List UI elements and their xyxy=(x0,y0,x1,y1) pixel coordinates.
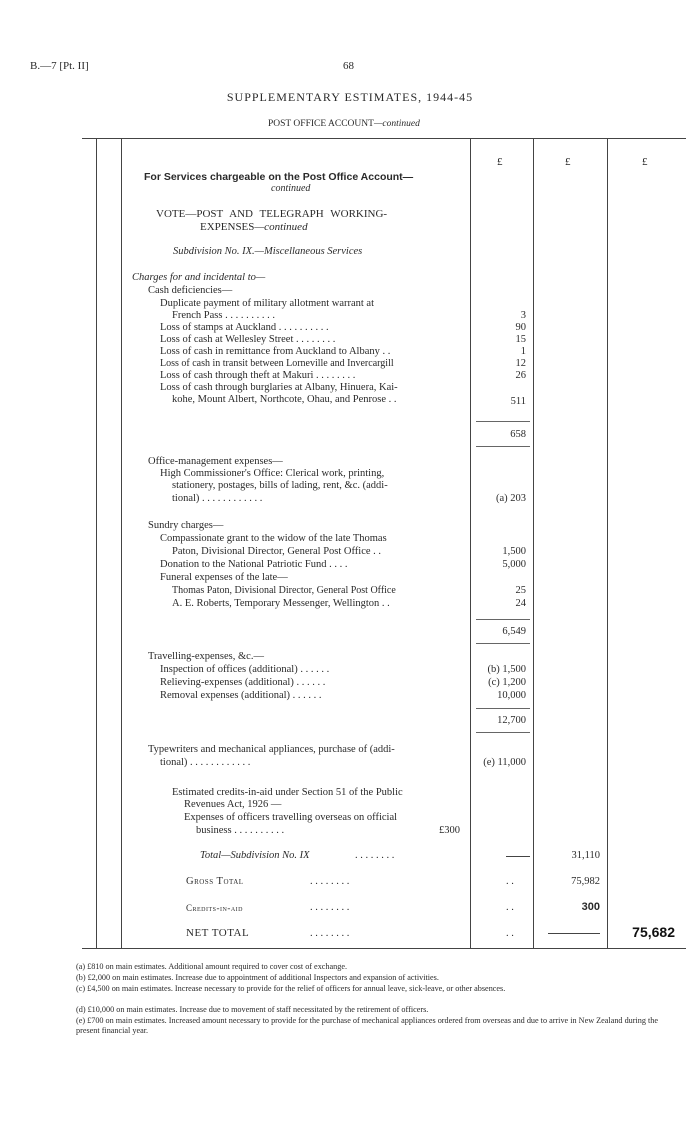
travelling-item-value: (b) 1,500 xyxy=(487,664,526,675)
subtotal-rule xyxy=(476,732,530,733)
office-management-label-cont: tional) . . . . . . . . . . . . xyxy=(172,493,263,504)
footnote: (c) £4,500 on main estimates. Increase necessary to provide for the relief of officers for annual leave, sick-leave, or other absences. xyxy=(76,984,506,993)
gross-total-value: 75,982 xyxy=(571,876,600,887)
page-title: SUPPLEMENTARY ESTIMATES, 1944-45 xyxy=(226,90,474,104)
net-total-value: 75,682 xyxy=(632,924,675,940)
sundry-grant-value: 1,500 xyxy=(502,546,526,557)
office-management-label: High Commissioner's Office: Clerical work, printing, xyxy=(160,468,385,479)
funeral-roberts-label: A. E. Roberts, Temporary Messenger, Wellington . . xyxy=(172,598,390,609)
table-top-rule xyxy=(82,138,686,139)
charge-item-label: Loss of cash at Wellesley Street . . . . . . . . xyxy=(160,334,336,345)
table-left-rule xyxy=(96,138,97,948)
charge-item-label: Loss of cash through burglaries at Albany, Hinuera, Kai- xyxy=(160,382,398,393)
vote-title: VOTE—POST AND TELEGRAPH WORKING- xyxy=(156,208,388,220)
charge-item-value: 511 xyxy=(510,396,526,407)
credits-note-line: Revenues Act, 1926 — xyxy=(184,799,282,810)
sundry-charges-heading: Sundry charges— xyxy=(148,520,224,531)
funeral-paton-label: Thomas Paton, Divisional Director, General Post Office xyxy=(172,585,396,596)
typewriters-label: Typewriters and mechanical appliances, purchase of (addi- xyxy=(148,744,395,755)
charge-item-label: Loss of cash through theft at Makuri . . . . . . . . xyxy=(160,370,356,381)
office-management-label-cont: stationery, postages, bills of lading, rent, &c. (addi- xyxy=(172,480,388,491)
charge-item-label: Loss of cash in remittance from Auckland to Albany . . xyxy=(160,346,391,357)
charge-item-value: 26 xyxy=(515,370,526,381)
credits-note-line: business . . . . . . . . . . xyxy=(196,825,285,836)
page-subtitle xyxy=(268,119,420,129)
funeral-roberts-value: 24 xyxy=(515,598,526,609)
page-number: 68 xyxy=(343,60,354,72)
document-reference: B.—7 [Pt. II] xyxy=(30,60,89,72)
vote-expenses: EXPENSES xyxy=(200,221,255,233)
travelling-item-value: 10,000 xyxy=(497,690,526,701)
leader-dots: . . . . . . . . xyxy=(355,850,395,861)
charge-item-value: 90 xyxy=(515,322,526,333)
column2-header: £ xyxy=(565,156,571,168)
leader-dots: . . . . . . . . xyxy=(310,902,350,913)
charge-item-label-cont: French Pass . . . . . . . . . . xyxy=(172,310,275,321)
travelling-heading: Travelling-expenses, &c.— xyxy=(148,651,264,662)
leader-dots: . . xyxy=(506,928,514,939)
vote-continued: —continued xyxy=(254,221,308,233)
subtotal-rule xyxy=(476,446,530,447)
leader-dots: . . xyxy=(506,902,514,913)
charge-item-label: Duplicate payment of military allotment warrant at xyxy=(160,298,375,309)
column1-rule xyxy=(470,138,471,948)
net-total-label: NET TOTAL xyxy=(186,927,250,939)
table-inner-rule xyxy=(121,138,122,948)
services-heading-continued: continued xyxy=(271,183,311,194)
footnote: (e) £700 on main estimates. Increased amount necessary to provide for the purchase of mechanical appliances ordered from overseas and due to arrive in New Zealand during the present financial year. xyxy=(76,1016,658,1035)
subdivision-total-label: Total—Subdivision No. IX xyxy=(200,850,310,861)
leader-dots: . . . . . . . . xyxy=(310,928,350,939)
subdivision-total-value: 31,110 xyxy=(571,850,600,861)
services-heading: For Services chargeable on the Post Office Account— xyxy=(144,171,414,183)
charge-item-value: 15 xyxy=(515,334,526,345)
column3-header: £ xyxy=(642,156,648,168)
dash-rule xyxy=(506,856,530,857)
credits-note-line: Expenses of officers travelling overseas on official xyxy=(184,812,398,823)
credits-in-aid-label: Credits-in-aid xyxy=(186,903,243,913)
subtotal-rule xyxy=(476,643,530,644)
subtotal-rule xyxy=(476,708,530,709)
charge-item-value: 12 xyxy=(515,358,526,369)
charge-item-value: 1 xyxy=(520,346,526,357)
gross-total-label: Gross Total xyxy=(186,876,244,887)
column3-rule xyxy=(607,138,608,948)
sundry-grant-label: Compassionate grant to the widow of the late Thomas xyxy=(160,533,387,544)
charge-item-label-cont: kohe, Mount Albert, Northcote, Ohau, and Penrose . . xyxy=(172,394,397,405)
dash-rule xyxy=(548,933,600,934)
subtitle-main: POST OFFICE ACCOUNT xyxy=(268,119,374,129)
column1-header: £ xyxy=(497,156,503,168)
credits-note-line: Estimated credits-in-aid under Section 51 of the Public xyxy=(172,787,403,798)
cash-deficiencies-total: 658 xyxy=(510,429,526,440)
sundry-total: 6,549 xyxy=(502,626,526,637)
leader-dots: . . . . . . . . xyxy=(310,876,350,887)
travelling-item-label: Relieving-expenses (additional) . . . . . . xyxy=(160,677,326,688)
subtitle-continued: —continued xyxy=(373,119,420,129)
travelling-item-label: Inspection of offices (additional) . . . . . . xyxy=(160,664,330,675)
vote-title-line2 xyxy=(200,221,308,233)
subtotal-rule xyxy=(476,619,530,620)
charge-item-label: Loss of cash in transit between Lorneville and Invercargill xyxy=(160,358,394,369)
charge-item-value: 3 xyxy=(520,310,526,321)
funeral-expenses-heading: Funeral expenses of the late— xyxy=(160,572,288,583)
funeral-paton-value: 25 xyxy=(515,585,526,596)
travelling-total: 12,700 xyxy=(497,715,526,726)
footnote: (b) £2,000 on main estimates. Increase due to appointment of additional Inspectors and expansion of activities. xyxy=(76,973,439,982)
credits-note-amount: £300 xyxy=(439,825,460,836)
column2-rule xyxy=(533,138,534,948)
travelling-item-value: (c) 1,200 xyxy=(488,677,526,688)
footnote: (d) £10,000 on main estimates. Increase due to movement of staff necessitated by the retirement of officers. xyxy=(76,1005,429,1014)
charge-item-label: Loss of stamps at Auckland . . . . . . . . . . xyxy=(160,322,329,333)
footnote: (a) £810 on main estimates. Additional amount required to cover cost of exchange. xyxy=(76,962,348,971)
sundry-grant-label-cont: Paton, Divisional Director, General Post Office . . xyxy=(172,546,382,557)
leader-dots: . . xyxy=(506,876,514,887)
typewriters-value: (e) 11,000 xyxy=(483,757,526,768)
charges-heading: Charges for and incidental to— xyxy=(132,272,266,283)
table-bottom-rule xyxy=(82,948,686,949)
cash-deficiencies-heading: Cash deficiencies— xyxy=(148,285,233,296)
credits-in-aid-value: 300 xyxy=(581,901,600,913)
subtotal-rule xyxy=(476,421,530,422)
office-management-heading: Office-management expenses— xyxy=(148,456,283,467)
sundry-donation-label: Donation to the National Patriotic Fund . . . . xyxy=(160,559,348,570)
typewriters-label-cont: tional) . . . . . . . . . . . . xyxy=(160,757,251,768)
office-management-value: (a) 203 xyxy=(495,493,526,504)
subdivision-title: Subdivision No. IX.—Miscellaneous Services xyxy=(173,246,363,257)
sundry-donation-value: 5,000 xyxy=(502,559,526,570)
travelling-item-label: Removal expenses (additional) . . . . . . xyxy=(160,690,322,701)
